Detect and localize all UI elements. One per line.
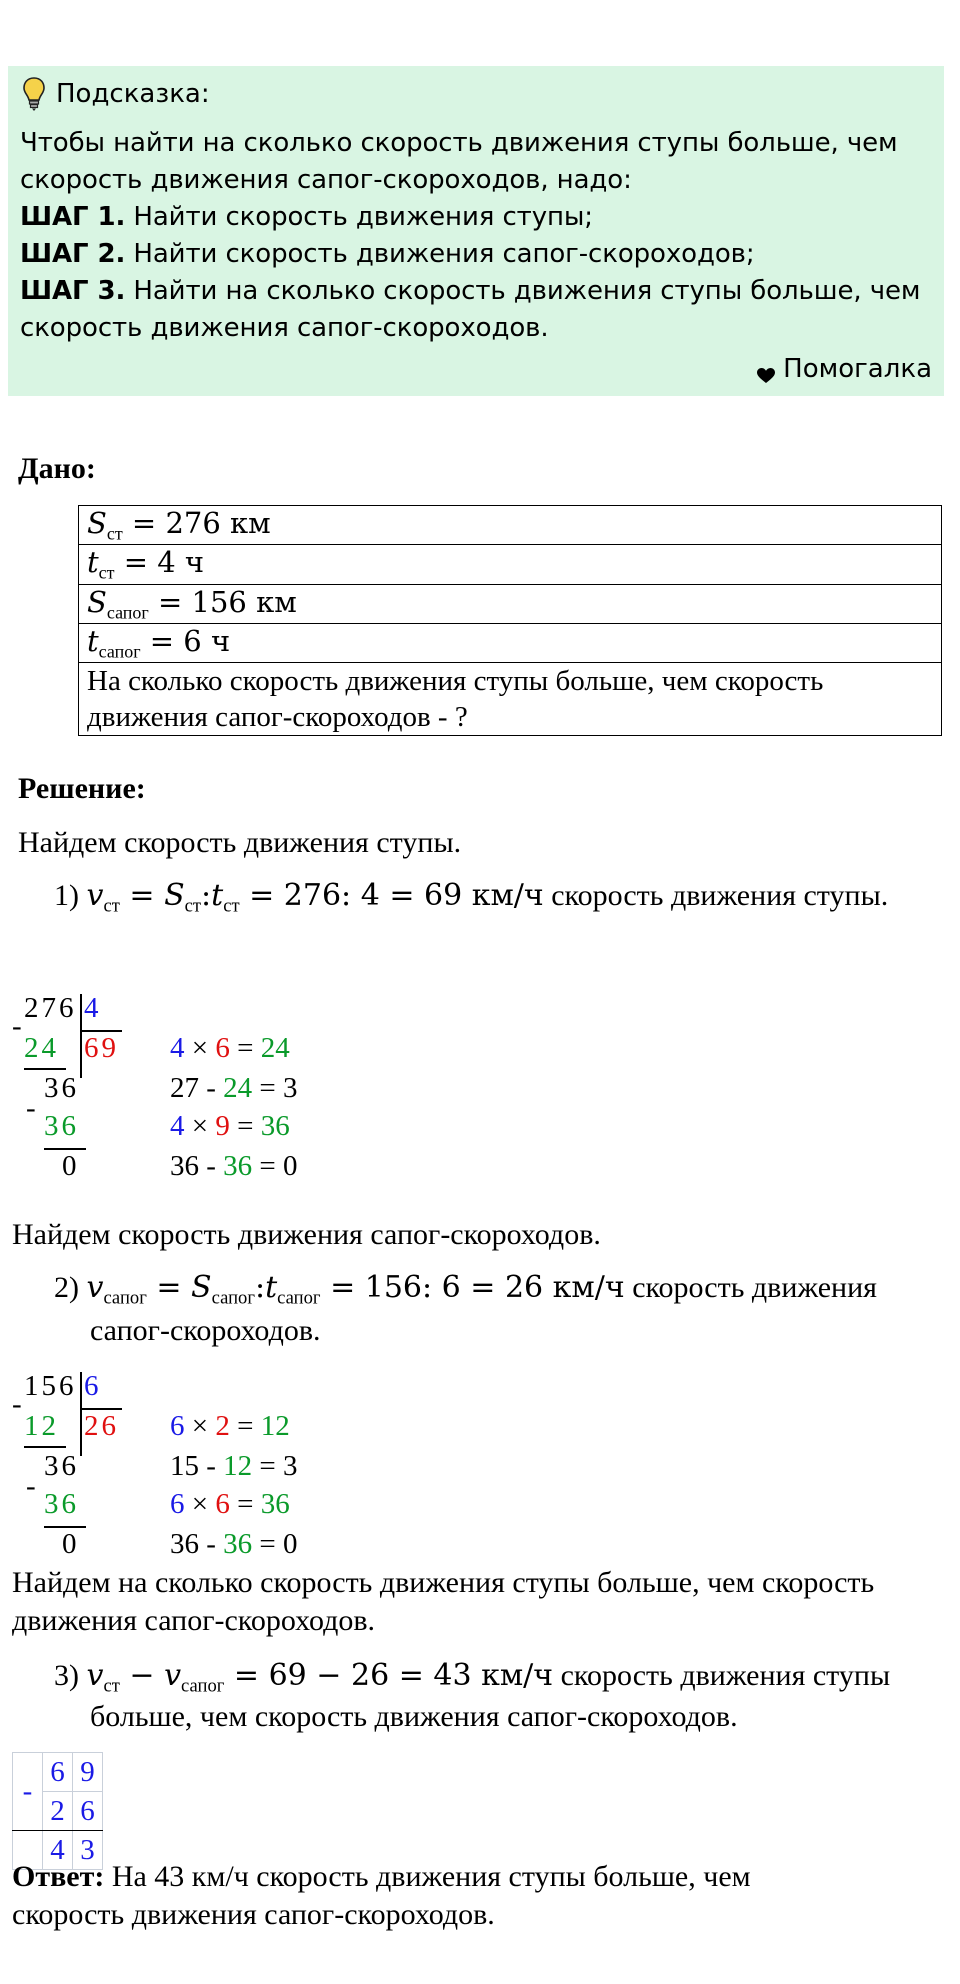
- division-note: 4 × 9 = 36: [170, 1110, 290, 1142]
- hint-step-2: [20, 239, 755, 269]
- divisor: 6: [84, 1370, 102, 1402]
- given-cell: $t_{ст} = 4$ ч: [79, 545, 942, 584]
- solution-step-intro: Найдем скорость движения сапог-скороходов.: [12, 1218, 601, 1251]
- minus-sign: -: [13, 1753, 43, 1831]
- given-cell: $S_{ст} = 276$ км: [79, 506, 942, 545]
- underline: [24, 1068, 66, 1070]
- hint-header: [22, 74, 210, 114]
- given-heading: Дано:: [18, 452, 96, 485]
- minus-sign: -: [12, 1010, 25, 1042]
- table-row: [79, 663, 942, 736]
- division-bar: [80, 1372, 82, 1456]
- digit-cell: 9: [73, 1753, 103, 1792]
- quotient: 26: [84, 1410, 119, 1442]
- hint-box: [8, 66, 944, 396]
- formula-2-continuation: сапог-скороходов.: [90, 1314, 321, 1347]
- digit-cell: 3: [73, 1831, 103, 1870]
- formula-3-continuation: больше, чем скорость движения сапог-скороходов.: [90, 1700, 738, 1733]
- column-subtraction: [12, 1752, 103, 1870]
- underline: [24, 1446, 66, 1448]
- digit-cell: 2: [43, 1792, 73, 1831]
- solution-heading: Решение:: [18, 772, 146, 805]
- subtrahend: 12: [24, 1410, 59, 1442]
- step-text: Найти скорость движения сапог-скороходов;: [125, 239, 755, 269]
- subtrahend: 24: [24, 1032, 59, 1064]
- hint-step-3: [20, 276, 920, 306]
- table-row: [79, 584, 942, 623]
- quotient: 69: [84, 1032, 119, 1064]
- given-cell: $t_{сапог} = 6$ ч: [79, 623, 942, 662]
- division-note: 36 - 36 = 0: [170, 1150, 298, 1182]
- digit-cell: 4: [43, 1831, 73, 1870]
- table-row: [79, 506, 942, 545]
- table-row: [79, 623, 942, 662]
- answer-continuation: скорость движения сапог-скороходов.: [12, 1898, 495, 1931]
- solution-step-intro: Найдем на сколько скорость движения ступы больше, чем скорость: [12, 1566, 875, 1599]
- minus-sign: -: [12, 1388, 25, 1420]
- remainder: 36: [44, 1072, 79, 1104]
- minus-sign: -: [26, 1470, 39, 1502]
- hint-step-1: [20, 202, 593, 232]
- divisor: 4: [84, 992, 102, 1024]
- given-question-cell: На сколько скорость движения ступы больше, чем скорость движения сапог-скороходов - ?: [79, 663, 942, 736]
- lightbulb-icon: [22, 76, 46, 112]
- digit-cell: 6: [43, 1753, 73, 1792]
- division-note: 36 - 36 = 0: [170, 1528, 298, 1560]
- hint-line: скорость движения сапог-скороходов.: [20, 313, 549, 343]
- remainder: 36: [44, 1450, 79, 1482]
- division-note: 4 × 6 = 24: [170, 1032, 290, 1064]
- division-note: 15 - 12 = 3: [170, 1450, 298, 1482]
- given-cell: $S_{сапог} = 156$ км: [79, 584, 942, 623]
- step-label: ШАГ 2.: [20, 239, 126, 269]
- division-note: 6 × 6 = 36: [170, 1488, 290, 1520]
- step-text: Найти скорость движения ступы;: [125, 202, 593, 232]
- answer: [12, 1860, 751, 1894]
- step-label: ШАГ 3.: [20, 276, 126, 306]
- division-note: 6 × 2 = 12: [170, 1410, 290, 1442]
- digit-cell: 6: [73, 1792, 103, 1831]
- subtrahend: 36: [44, 1110, 79, 1142]
- hint-title: Подсказка:: [56, 79, 210, 109]
- formula-2: 2) $v_{сапог}$ = $S_{сапог}:t_{сапог} = 156$: 6 = 26 км/ч скорость движения: [54, 1270, 877, 1309]
- step-label: ШАГ 1.: [20, 202, 126, 232]
- table-row: [79, 545, 942, 584]
- solution-step-intro: Найдем скорость движения ступы.: [18, 826, 462, 859]
- table-row: [13, 1753, 103, 1792]
- given-table: [78, 505, 942, 736]
- formula-1: 1) $v_{ст}$ = $S_{ст}:t_{ст} = 276$: 4 = 69 км/ч скорость движения ступы.: [54, 878, 889, 917]
- answer-label: Ответ:: [12, 1860, 105, 1893]
- minus-sign: -: [26, 1092, 39, 1124]
- heart-icon: [757, 361, 775, 377]
- remainder: 0: [62, 1150, 80, 1182]
- dividend: 156: [24, 1370, 77, 1402]
- formula-3: 3) $v_{ст} - v_{сапог} = 69 - 26 = 43$ км/ч скорость движения ступы: [54, 1658, 891, 1697]
- dividend: 276: [24, 992, 77, 1024]
- step-text: Найти на сколько скорость движения ступы больше, чем: [125, 276, 921, 306]
- hint-line: скорость движения сапог-скороходов, надо:: [20, 165, 632, 195]
- hint-line: Чтобы найти на сколько скорость движения ступы больше, чем: [20, 128, 898, 158]
- credit-label: Помогалка: [783, 354, 932, 384]
- answer-text: На 43 км/ч скорость движения ступы больше, чем: [104, 1860, 751, 1893]
- subtrahend: 36: [44, 1488, 79, 1520]
- division-bar: [80, 994, 82, 1078]
- solution-step-intro: движения сапог-скороходов.: [12, 1604, 376, 1637]
- credit-link[interactable]: [757, 354, 932, 384]
- remainder: 0: [62, 1528, 80, 1560]
- division-note: 27 - 24 = 3: [170, 1072, 298, 1104]
